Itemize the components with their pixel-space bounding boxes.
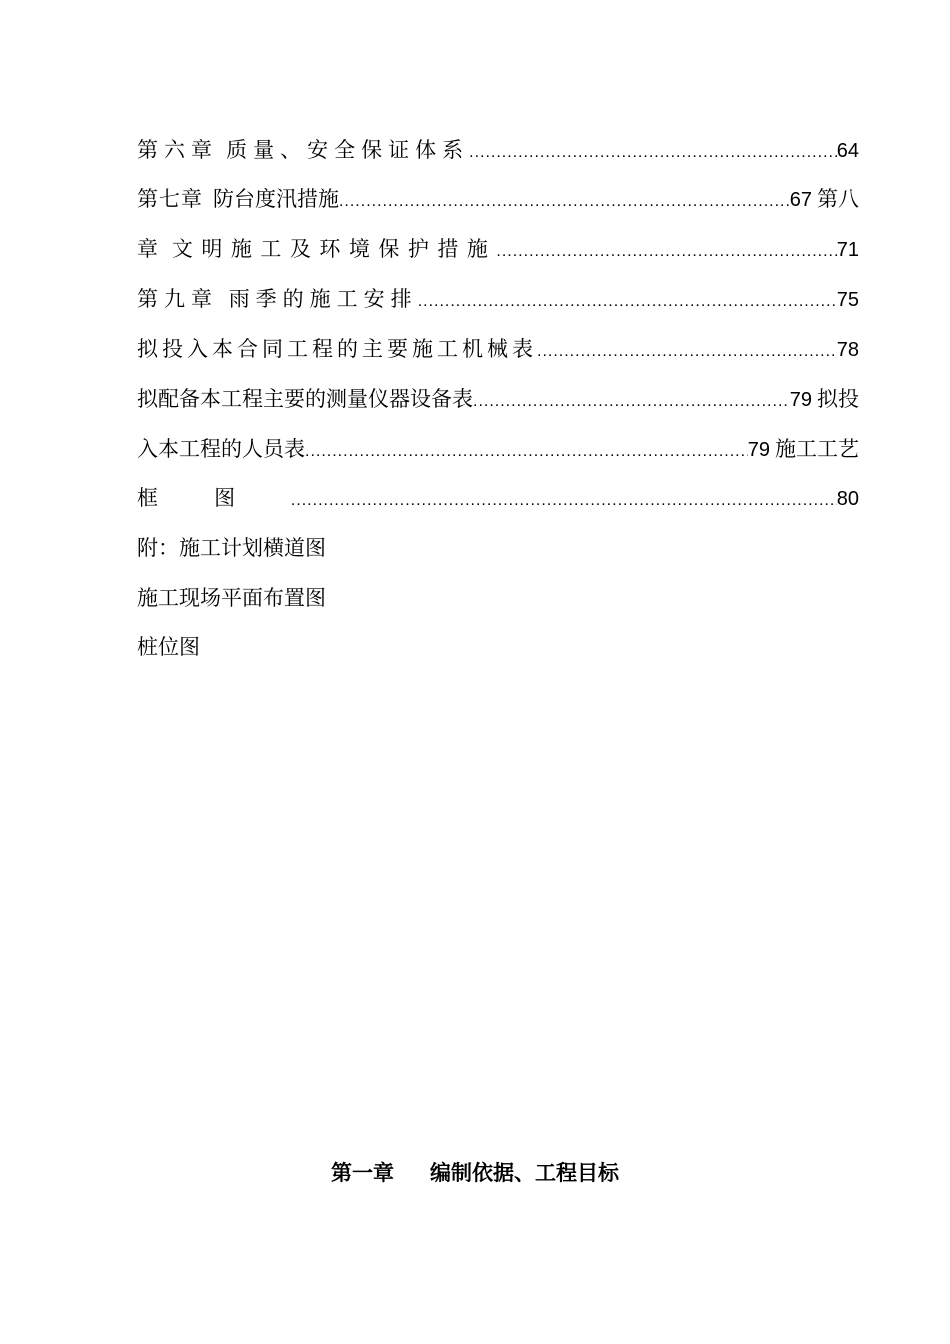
toc-page-number: 75 [836,289,859,311]
toc-leader-dots [291,486,837,516]
toc-entry-title: 拟配备本工程主要的测量仪器设备表 [137,387,473,411]
toc-entry-title: 拟投入本合同工程的主要施工机械表 [137,337,537,361]
toc-entry-title-part: 图 [214,486,236,510]
toc-leader-dots [473,387,790,417]
toc-chapter-title: 雨季的施工安排 [228,287,418,311]
toc-entry-instrument-table[interactable] [137,384,859,414]
toc-page-number: 71 [836,239,859,261]
toc-chapter-label: 第九章 [137,287,218,311]
toc-page-number: 64 [836,140,859,162]
toc-page-number: 79 [789,389,812,411]
toc-leader-dots [537,337,837,367]
toc-page-number: 80 [836,488,859,510]
toc-entry-personnel-table[interactable] [137,434,859,464]
toc-leader-dots [418,287,837,317]
toc-entry-chapter-9[interactable] [137,284,859,314]
toc-entry-machinery-table[interactable] [137,334,859,364]
toc-chapter-title: 质量、安全保证体系 [226,138,470,162]
toc-page-number: 67 [789,189,812,211]
toc-wrapped-text: 施工工艺 [775,437,859,461]
toc-wrapped-text: 拟投 [817,387,859,411]
toc-entry-chapter-7[interactable] [137,184,859,214]
toc-chapter-label: 第七章 [137,187,203,211]
chapter-heading [0,1158,950,1188]
appendix-schedule-chart: 附：施工计划横道图 [137,536,326,560]
toc-entry-title-part: 框 [137,486,158,510]
toc-entry-chapter-8[interactable] [137,234,859,264]
toc-entry-process-flowchart[interactable] [137,483,859,513]
toc-page-number: 79 [747,439,770,461]
toc-entry-chapter-6[interactable] [137,135,859,165]
chapter-heading-title: 编制依据、工程目标 [430,1160,619,1185]
toc-chapter-label: 第六章 [137,138,218,162]
toc-leader-dots [496,237,836,267]
toc-leader-dots [339,187,790,217]
toc-leader-dots [469,138,837,168]
toc-chapter-title: 防台度汛措施 [212,187,339,211]
toc-wrapped-text: 第八 [817,187,859,211]
appendix-pile-position: 桩位图 [137,635,200,659]
toc-entry-title: 入本工程的人员表 [137,437,305,461]
toc-chapter-label: 章 [137,237,158,261]
appendix-site-layout: 施工现场平面布置图 [137,586,326,610]
toc-leader-dots [305,437,748,467]
toc-chapter-title: 文明施工及环境保护措施 [171,237,497,261]
chapter-heading-label: 第一章 [331,1160,394,1185]
toc-page-number: 78 [836,339,859,361]
